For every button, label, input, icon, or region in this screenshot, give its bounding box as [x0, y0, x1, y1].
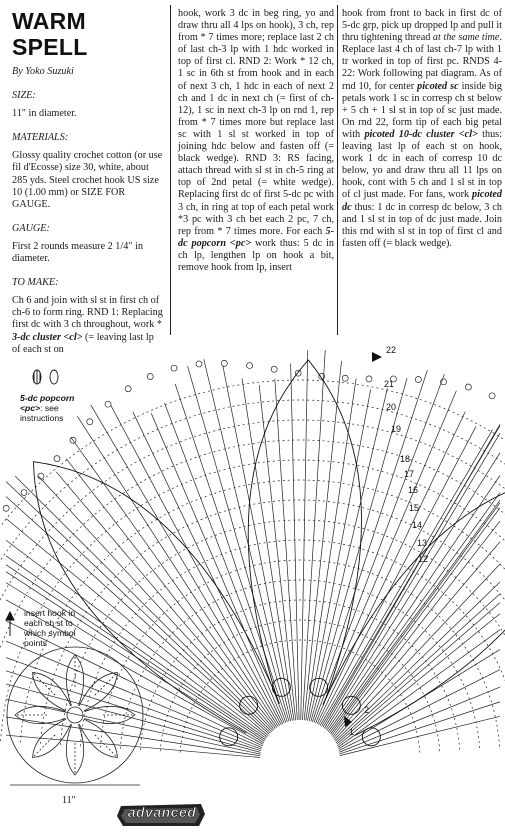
materials-text: Glossy quality crochet cotton (or use fil d'Ecosse) size 30, white, about 285 yds. Steel crochet hook US size 10 (1.00 mm) or SIZE FOR GAUGE.: [12, 150, 163, 210]
to-make-text: Ch 6 and join with sl st in first ch of ch-6 to form ring. RND 1: Replacing first dc with 3 ch throughout, work * 3-dc cluster <cl> (= leaving last lp of each st on: [12, 295, 163, 355]
start-arrow-icon: [372, 352, 382, 362]
size-text: 11" in diameter.: [12, 108, 77, 120]
advanced-badge: advanced: [127, 804, 197, 820]
round-number-label: 14: [412, 520, 423, 530]
round-number-label: 1: [349, 727, 355, 737]
round-number-label: 22: [386, 345, 397, 355]
byline: By Yoko Suzuki: [12, 66, 74, 77]
round-number-label: 2: [364, 705, 370, 715]
popcorn-legend: 5-dc popcorn <pc>: see instructions: [20, 393, 75, 423]
size-heading: SIZE:: [12, 90, 36, 102]
gauge-text: First 2 rounds measure 2 1/4" in diameter.: [12, 240, 143, 265]
instructions-col3: hook from front to back in first dc of 5-dc grp, pick up dropped lp and pull it thru tightening thread at the same time. Replace last 4 ch of last ch-7 lp with 1 tr worked in top of first pc. RNDS 4-22: Work following pat diagram. As of rnd 10, for center picoted sc inside big petals work 1 sc in corresp ch st below + 5 ch + 1 sl st in top of sc just made. On rnd 22, form tip of each big petal with picoted 10-dc cluster <cl> thus: leaving last lp of each st on hook, work 1 dc in each of corresp 10 dc below, yo and draw thru all 11 lps on hook, cont with 5 ch and 1 sl st in top of cl just made. For fans, work picoted dc thus: 1 dc in corresp dc below, 3 ch and 1 sl st in top of dc just made. Join this rnd with sl st in top of first cl and fasten off (= black wedge).: [342, 8, 502, 249]
round-number-label: 18: [400, 454, 411, 464]
hook-note: insert hook in each ch st to which symbol points: [24, 608, 76, 648]
round-number-label: 21: [384, 379, 395, 389]
term-picoted-dc: picoted dc: [342, 189, 502, 213]
materials-heading: MATERIALS:: [12, 132, 69, 144]
term-5dc-popcorn: 5-dc popcorn <pc>: [178, 225, 334, 249]
pattern-title: WARM SPELL: [12, 8, 88, 60]
instructions-col2: hook, work 3 dc in beg ring, yo and draw thru all 4 lps on hook), 3 ch, rep from * 7 times more; replace last 2 ch of last ch-3 lp with 1 hdc worked in top of first cl. RND 2: Work * 12 ch, 1 sc in 6th st from hook and in each of next 3 ch, 1 hdc in each of next 2 ch and 1 dc in next ch (= first of ch-12), 1 sc in next ch-3 lp on rnd 1, rep from * 7 times more but replace last sc with 1 sl st worked in top of joining hdc below and fasten off (= black wedge). RND 3: RS facing, attach thread with sl st in ch-5 ring at top of 2nd petal (= white wedge). Replacing first dc of first 5-dc pc with 3 ch, in ring at top of each petal work *3 pc with 3 ch bet each 2 pc, 7 ch, rep from * 7 times more. For each 5-dc popcorn <pc> work thus: 5 dc in ch lp, lengthen lp on hook a bit, remove hook from lp, insert: [178, 8, 334, 273]
round-number-label: 13: [417, 538, 428, 548]
dimension-label: 11": [62, 795, 76, 806]
round-number-label: 15: [409, 503, 420, 513]
term-3dc-cluster: 3-dc cluster <cl>: [12, 331, 83, 343]
to-make-heading: TO MAKE:: [12, 277, 59, 289]
round-number-label: 20: [386, 402, 397, 412]
mini-doily-diagram: [7, 647, 143, 785]
round-number-label: 17: [404, 469, 415, 479]
round-number-label: 12: [418, 554, 429, 564]
term-picoted-sc: picoted sc: [417, 80, 459, 92]
gauge-heading: GAUGE:: [12, 222, 50, 234]
term-picoted-10dc-cluster: picoted 10-dc cluster <cl>: [364, 128, 478, 140]
round-number-label: 19: [391, 424, 402, 434]
round-number-label: 16: [408, 485, 419, 495]
popcorn-symbol-icon: [33, 370, 58, 384]
